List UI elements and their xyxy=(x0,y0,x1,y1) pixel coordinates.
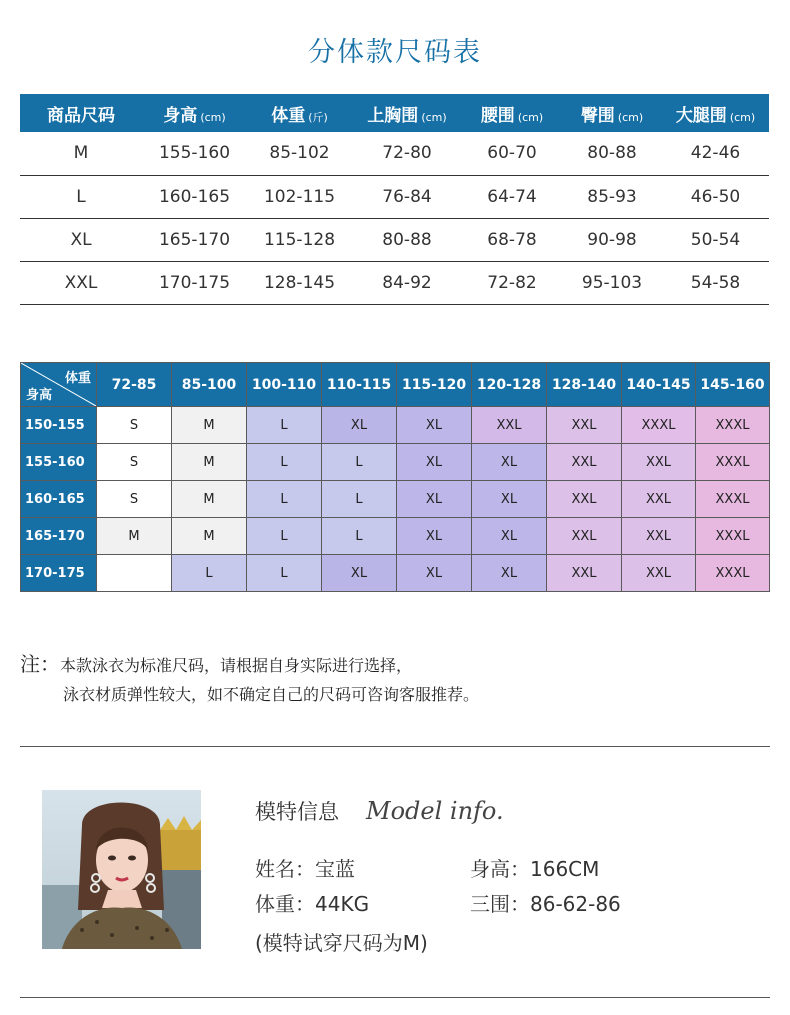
table-cell: 42-46 xyxy=(662,132,769,175)
size-spec-table xyxy=(20,94,769,305)
size-cell: L xyxy=(172,555,247,592)
size-cell: XL xyxy=(397,444,472,481)
size-cell: M xyxy=(172,481,247,518)
size-cell: L xyxy=(322,444,397,481)
table-row xyxy=(21,444,770,481)
table-cell: 80-88 xyxy=(352,218,462,261)
table-cell: M xyxy=(20,132,142,175)
table-cell: 102-115 xyxy=(247,175,352,218)
table-cell: 90-98 xyxy=(562,218,662,261)
size-cell: XL xyxy=(397,407,472,444)
size-recommendation-table xyxy=(20,362,770,592)
size-cell: M xyxy=(172,518,247,555)
header-waist: 腰围 (cm) xyxy=(462,94,562,132)
size-cell: XXL xyxy=(547,444,622,481)
height-label: 170-175 xyxy=(21,555,97,592)
table-cell: 72-82 xyxy=(462,261,562,304)
size-cell: XXXL xyxy=(696,444,770,481)
table-cell: 84-92 xyxy=(352,261,462,304)
table-cell: 160-165 xyxy=(142,175,247,218)
table-row xyxy=(20,175,769,218)
size-cell: L xyxy=(247,407,322,444)
model-portrait-image xyxy=(42,790,201,949)
table-row xyxy=(20,218,769,261)
corner-height-label: 身高 xyxy=(26,388,53,403)
weight-header: 100-110 xyxy=(247,363,322,407)
size-cell: XL xyxy=(472,444,547,481)
weight-header: 72-85 xyxy=(97,363,172,407)
size-cell: XL xyxy=(322,407,397,444)
size-cell: XXXL xyxy=(696,555,770,592)
table-cell: 115-128 xyxy=(247,218,352,261)
divider xyxy=(20,997,770,998)
size-cell: XXL xyxy=(547,518,622,555)
model-info-title-en: Model info. xyxy=(366,797,504,825)
table-row xyxy=(21,518,770,555)
table-cell: 95-103 xyxy=(562,261,662,304)
size-cell: L xyxy=(322,518,397,555)
table-cell: 76-84 xyxy=(352,175,462,218)
table-cell: 85-102 xyxy=(247,132,352,175)
size-cell: S xyxy=(97,407,172,444)
model-height: 身高：166CM xyxy=(470,857,600,881)
header-height: 身高 (cm) xyxy=(142,94,247,132)
corner-header xyxy=(21,363,97,407)
size-cell: XL xyxy=(397,555,472,592)
weight-header: 145-160 xyxy=(696,363,770,407)
size-cell: L xyxy=(247,444,322,481)
size-note-line-2: 泳衣材质弹性较大，如不确定自己的尺码可咨询客服推荐。 xyxy=(63,685,480,704)
table-cell: 80-88 xyxy=(562,132,662,175)
size-cell: S xyxy=(97,481,172,518)
model-info-title: 模特信息 xyxy=(255,800,339,824)
table-cell: XXL xyxy=(20,261,142,304)
size-cell: XXL xyxy=(622,444,696,481)
size-cell: L xyxy=(247,481,322,518)
table-row xyxy=(20,261,769,304)
model-measurements: 三围：86-62-86 xyxy=(470,892,621,916)
size-note-line-1 xyxy=(20,648,412,677)
size-cell: L xyxy=(247,555,322,592)
table-row xyxy=(21,407,770,444)
table-cell: 50-54 xyxy=(662,218,769,261)
size-cell: XXL xyxy=(622,518,696,555)
model-fit-size: (模特试穿尺码为M) xyxy=(255,931,428,955)
weight-header: 120-128 xyxy=(472,363,547,407)
table-cell: 72-80 xyxy=(352,132,462,175)
size-cell: M xyxy=(172,407,247,444)
note-mark: 注： xyxy=(20,652,60,676)
size-cell: XXXL xyxy=(696,518,770,555)
table-cell: 155-160 xyxy=(142,132,247,175)
size-cell: XXL xyxy=(547,407,622,444)
table-cell: 68-78 xyxy=(462,218,562,261)
table-cell: 46-50 xyxy=(662,175,769,218)
size-cell: XL xyxy=(472,518,547,555)
height-label: 155-160 xyxy=(21,444,97,481)
table-row xyxy=(20,132,769,175)
table-cell: 60-70 xyxy=(462,132,562,175)
note-text-1: 本款泳衣为标准尺码，请根据自身实际进行选择， xyxy=(60,656,413,675)
table-cell: 64-74 xyxy=(462,175,562,218)
header-weight: 体重 (斤) xyxy=(247,94,352,132)
size-cell: L xyxy=(247,518,322,555)
size-cell: XL xyxy=(472,555,547,592)
size-cell: XXXL xyxy=(622,407,696,444)
table-row xyxy=(21,481,770,518)
weight-header-row xyxy=(21,363,770,407)
weight-header: 115-120 xyxy=(397,363,472,407)
table-cell: L xyxy=(20,175,142,218)
size-cell: XXL xyxy=(472,407,547,444)
table-cell: 54-58 xyxy=(662,261,769,304)
model-weight: 体重：44KG xyxy=(255,892,370,916)
table-cell: 165-170 xyxy=(142,218,247,261)
size-cell xyxy=(97,555,172,592)
size-cell: L xyxy=(322,481,397,518)
divider xyxy=(20,746,770,747)
table-cell: 170-175 xyxy=(142,261,247,304)
corner-weight-label: 体重 xyxy=(64,371,91,386)
height-label: 150-155 xyxy=(21,407,97,444)
size-cell: XXL xyxy=(622,555,696,592)
size-cell: XXL xyxy=(547,555,622,592)
size-cell: M xyxy=(172,444,247,481)
model-name: 姓名：宝蓝 xyxy=(255,857,355,881)
size-cell: XXXL xyxy=(696,481,770,518)
page-title: 分体款尺码表 xyxy=(308,37,482,68)
header-thigh: 大腿围 (cm) xyxy=(662,94,769,132)
size-cell: XL xyxy=(472,481,547,518)
size-cell: XL xyxy=(397,518,472,555)
height-label: 160-165 xyxy=(21,481,97,518)
weight-header: 128-140 xyxy=(547,363,622,407)
size-cell: XXXL xyxy=(696,407,770,444)
size-cell: XL xyxy=(322,555,397,592)
header-bust: 上胸围 (cm) xyxy=(352,94,462,132)
header-hip: 臀围 (cm) xyxy=(562,94,662,132)
model-photo xyxy=(42,790,201,949)
weight-header: 85-100 xyxy=(172,363,247,407)
size-cell: S xyxy=(97,444,172,481)
size-cell: XL xyxy=(397,481,472,518)
height-label: 165-170 xyxy=(21,518,97,555)
table-cell: 128-145 xyxy=(247,261,352,304)
weight-header: 110-115 xyxy=(322,363,397,407)
table-cell: 85-93 xyxy=(562,175,662,218)
table-row xyxy=(21,555,770,592)
size-cell: XXL xyxy=(622,481,696,518)
table-cell: XL xyxy=(20,218,142,261)
weight-header: 140-145 xyxy=(622,363,696,407)
header-size: 商品尺码 xyxy=(20,94,142,132)
size-cell: M xyxy=(97,518,172,555)
size-cell: XXL xyxy=(547,481,622,518)
size-spec-header-row xyxy=(20,94,769,132)
